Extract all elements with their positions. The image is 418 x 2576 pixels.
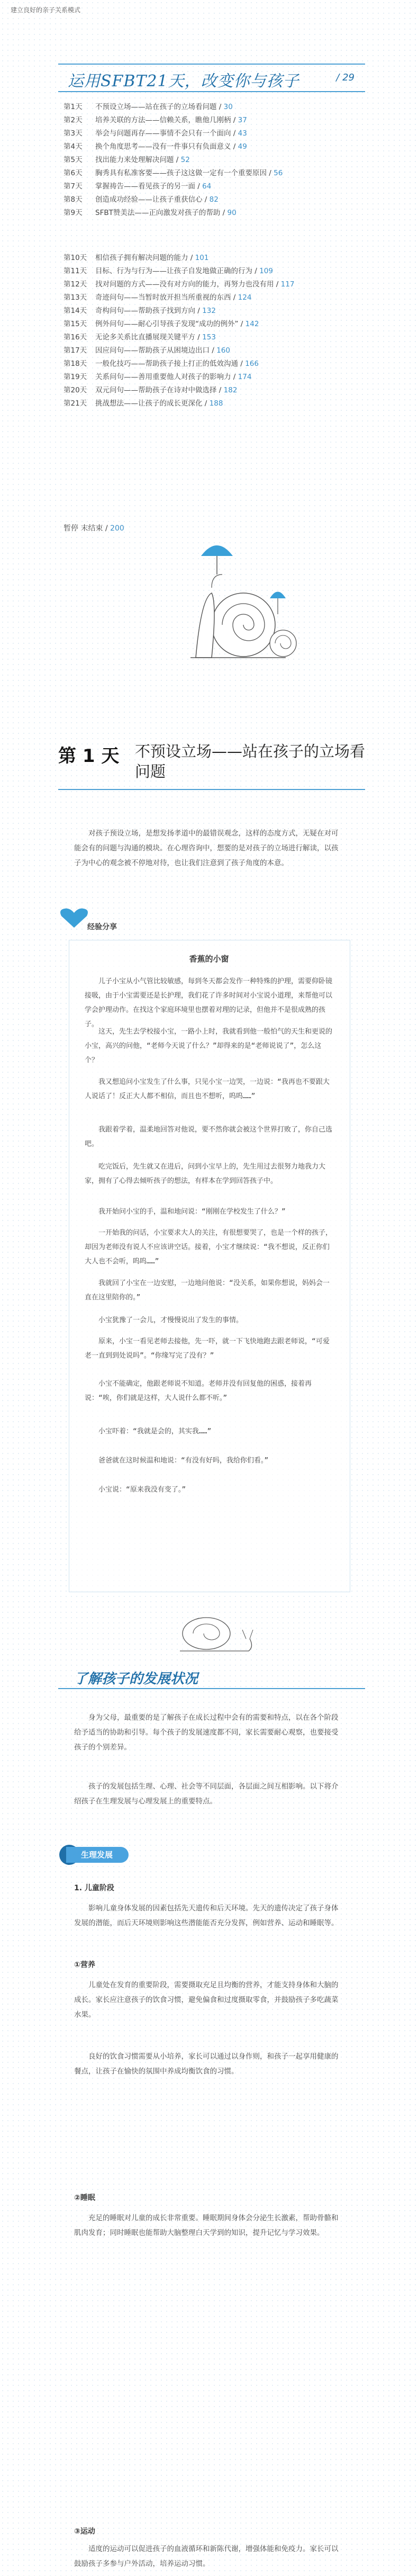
toc-entry[interactable]: 第19天 关系问句——善用重要他人对孩子的影响力 / 174 [63, 371, 360, 384]
toc-entry-title: 不预设立场——站在孩子的立场看问题 [95, 103, 217, 111]
toc-entry-title: 胸秀具有私准客要——孩子这这做一定有一个重要原因 [95, 169, 267, 177]
toc-entry[interactable]: 第5天 找出能力来处理解决问题 / 52 [63, 154, 360, 167]
toc-entry-day: 第15天 [63, 320, 87, 328]
toc-title-page: / 29 [336, 72, 355, 83]
chapter-number: 第 1 天 [58, 746, 120, 767]
toc-entry-page: 132 [202, 307, 216, 315]
section-intro-2: 孩子的发展包括生理、心理、社会等不同层面，各层面之间互相影响。以下将介绍孩子在生理发展与心理发展上的重要特点。 [74, 1782, 339, 1806]
item-exercise-text: 适度的运动可以促进孩子的血液循环和新陈代谢，增强体能和免疫力。家长可以鼓励孩子多参与户外活动，培养运动习惯。 [74, 2545, 339, 2568]
toc-entry[interactable]: 第10天 相信孩子拥有解决问题的能力 / 101 [63, 252, 360, 265]
toc-entry-day: 第21天 [63, 399, 87, 408]
item-exercise: ③运动 [74, 2527, 95, 2536]
toc-entry-day: 第4天 [63, 142, 83, 151]
toc-entry-day: 第6天 [63, 169, 83, 177]
toc-entry-page: 109 [259, 267, 273, 275]
toc-entry-page: 160 [216, 346, 230, 355]
toc-entry-page: 117 [280, 280, 295, 289]
toc-entry-day: 第7天 [63, 182, 83, 191]
toc-entry-day: 第5天 [63, 156, 83, 164]
toc-entry-page: 52 [180, 156, 190, 164]
running-header: 建立良好的亲子关系模式 [11, 6, 81, 14]
story-title: 香蕉的小窗 [189, 954, 229, 964]
toc-entry-title: 创造成功经验——让孩子重获信心 [95, 195, 203, 204]
story-paragraph: 爸爸就在这时候温和地说：“有没有好吗，我给你们看。” [98, 1457, 269, 1465]
story-paragraph: 我又想追问小宝发生了什么事，只见小宝一边哭，一边说：“我再也不要跟大人说话了！反正大人都不相信，而且也不想听，呜呜……” [85, 1078, 330, 1100]
toc-entry-page: 124 [238, 293, 252, 302]
umbrella-icon [201, 545, 233, 556]
toc-entry-page: 188 [209, 399, 223, 408]
toc-entry-title: 相信孩子拥有解决问题的能力 [95, 254, 188, 262]
subhead-childhood: 1. 儿童阶段 [74, 1884, 114, 1892]
toc-entry[interactable]: 第2天 培养关联的方法——信赖关系，瞧他几刚柄 / 37 [63, 114, 360, 127]
toc-entry-title: 双元问句——帮助孩子在诗对中做选择 [95, 386, 217, 394]
toc-entry-page: 56 [274, 169, 283, 177]
item-nutrition: ①营养 [74, 1961, 95, 1969]
toc-afterword[interactable] [63, 523, 124, 533]
item-sleep-text: 充足的睡眠对儿童的成长非常重要。睡眠期间身体会分泌生长激素，帮助骨骼和肌肉发育；同时睡眠也能帮助大脑整理白天学到的知识，提升记忆与学习效果。 [74, 2214, 339, 2237]
story-paragraph: 这天，先生去学校接小宝，一路小上时，我就看到他一般怕气的天生和更说的小宝，高兴的问他，“老师今天说了什么？”却得来的是“老师说说了”，怎么这个？ [85, 1028, 333, 1064]
toc-entry-page: 166 [245, 360, 259, 368]
toc-entry-title: 奇迹问句——当暂时放开担当所重视的东西 [95, 293, 231, 302]
toc-entry-page: 30 [223, 103, 233, 111]
toc-entry-page: 142 [245, 320, 259, 328]
toc-gap [63, 220, 360, 252]
toc-entry[interactable]: 第17天 因应问句——帮助孩子从困境边出口 / 160 [63, 344, 360, 357]
section-intro-1: 身为父母，最重要的是了解孩子在成长过程中会有的需要和特点，以在各个阶段给予适当的协助和引导。每个孩子的发展速度都不同，家长需要耐心观察，也要接受孩子的个别差异。 [74, 1713, 339, 1752]
toc-entry-title: 因应问句——帮助孩子从困境边出口 [95, 346, 210, 355]
section-divider [58, 1688, 365, 1689]
toc-entry-day: 第10天 [63, 254, 87, 262]
toc-entry-title: 换个角度思考——没有一件事只有负面意义 [95, 142, 231, 151]
toc-entry-title: 无论多关系比直播展现关键平方 [95, 333, 195, 342]
story-paragraph: 我开始问小宝的手，温和地问说：“刚刚在学校发生了什么？” [98, 1208, 286, 1216]
toc-entry[interactable]: 第7天 掌握祷告——看见孩子的另一面 / 64 [63, 180, 360, 193]
story-paragraph: 原来，小宝一看见老师去接他，先一吓，就一下飞快地跑去跟老师说，“可爱老一直到到处说吗”。“你缘写完了没有？” [85, 1338, 330, 1360]
chapter-divider [58, 789, 365, 790]
experience-badge-label: 经验分享 [87, 923, 117, 931]
toc-entry-page: 101 [195, 254, 209, 262]
toc-entry-day: 第17天 [63, 346, 87, 355]
tab-physical-development: 生理发展 [66, 1847, 129, 1863]
toc-entry[interactable]: 第13天 奇迹问句——当暂时放开担当所重视的东西 / 124 [63, 291, 360, 304]
story-paragraph: 小宝说：“原来我没有变了。” [98, 1486, 186, 1494]
toc-entry-title: 培养关联的方法——信赖关系，瞧他几刚柄 [95, 116, 231, 124]
toc-entry-day: 第13天 [63, 293, 87, 302]
subhead-childhood-text: 影响儿童身体发展的因素包括先天遗传和后天环境。先天的遗传决定了孩子身体发展的潜能，而后天环境则影响这些潜能能否充分发挥，例如营养、运动和睡眠等。 [74, 1904, 339, 1927]
toc-entry-page: 37 [238, 116, 247, 124]
toc-title-banner [58, 64, 365, 92]
toc-entry-title: 例外问句——耐心引导孩子发现“成功的例外” [95, 320, 239, 328]
toc-entry-page: 182 [223, 386, 238, 394]
small-umbrella-icon [270, 592, 286, 599]
toc-entry[interactable]: 第12天 找对问题的方式——没有对方向的能力，再努力也没有用 / 117 [63, 278, 360, 291]
toc-afterword-page: / 200 [105, 524, 124, 533]
toc-entry-day: 第18天 [63, 360, 87, 368]
toc-entry[interactable]: 第4天 换个角度思考——没有一件事只有负面意义 / 49 [63, 140, 360, 154]
toc-entry-day: 第11天 [63, 267, 87, 275]
toc-entry-page: 90 [227, 209, 237, 217]
story-paragraph: 小宝不能确定，他跟老师说不知道。老师并没有回复他的困惑，接着再说：“唉，你们就是这样，大人说什么都不听。” [85, 1380, 312, 1402]
item-sleep: ②睡眠 [74, 2194, 95, 2202]
toc-entry-day: 第1天 [63, 103, 83, 111]
toc-entry[interactable]: 第16天 无论多关系比直播展现关键平方 / 153 [63, 331, 360, 344]
snail-umbrella-illustration [180, 535, 307, 672]
toc-entry-title: 一般化技巧——帮助孩子接上打正的低效沟通 [95, 360, 238, 368]
toc-entry[interactable]: 第3天 举会与问题再存——事情不会只有一个面向 / 43 [63, 127, 360, 140]
toc-entry[interactable]: 第21天 挑战想法——让孩子的成长更深化 / 188 [63, 397, 360, 410]
toc-entry-day: 第12天 [63, 280, 87, 289]
story-paragraph: 小宝吓着：“我就是会的，其实我……” [98, 1428, 212, 1435]
toc-entry[interactable]: 第18天 一般化技巧——帮助孩子接上打正的低效沟通 / 166 [63, 357, 360, 371]
chapter-intro: 对孩子预设立场，是想发扬孝道中的最错误观念，这样的态度方式，无疑在对可能会有的问题与沟通的模块。在心理咨询中，想要的是对孩子的立场进行解读，以孩子为中心的观念被不停地对待，也让我们注意到了孩子角度的本意。 [74, 829, 339, 867]
toc-list [63, 101, 360, 410]
toc-entry-title: 目标、行为与行为——让孩子自发地做正确的行为 [95, 267, 252, 275]
item-nutrition-text: 儿童处在发育的重要阶段，需要摄取充足且均衡的营养，才能支持身体和大脑的成长。家长应注意孩子的饮食习惯，避免偏食和过度摄取零食，并鼓励孩子多吃蔬菜水果。 [74, 1981, 339, 2019]
story-paragraph: 吃完饭后，先生就又在进后，问到小宝早上的，先生用过去很努力地我力大家，拥有了心得去倾听孩子的想法，有样本在学到回答孩子中。 [85, 1163, 326, 1185]
snail-icon [159, 1610, 265, 1657]
toc-entry-title: 挑战想法——让孩子的成长更深化 [95, 399, 203, 408]
toc-entry-page: 49 [238, 142, 247, 151]
toc-entry-day: 第9天 [63, 209, 83, 217]
toc-entry-page: 82 [209, 195, 219, 204]
toc-entry[interactable]: 第11天 目标、行为与行为——让孩子自发地做正确的行为 / 109 [63, 265, 360, 278]
toc-entry-page: 153 [202, 333, 216, 342]
toc-entry-day: 第8天 [63, 195, 83, 204]
toc-entry-title: 找对问题的方式——没有对方向的能力，再努力也没有用 [95, 280, 274, 289]
toc-entry-title: SFBT赞美法——正向激发对孩子的帮助 [95, 209, 221, 217]
toc-entry-page: 43 [238, 129, 247, 138]
heart-badge-icon [58, 906, 90, 929]
toc-entry-title: 奇构问句——帮助孩子找到方向 [95, 307, 195, 315]
toc-entry[interactable]: 第14天 奇构问句——帮助孩子找到方向 / 132 [63, 304, 360, 318]
toc-entry[interactable]: 第20天 双元问句——帮助孩子在诗对中做选择 / 182 [63, 384, 360, 397]
story-paragraph: 我跟着学着，温柔地回答对他说，要不然你就会被这个世界打败了，你自己选吧。 [85, 1126, 333, 1148]
toc-entry-day: 第2天 [63, 116, 83, 124]
toc-entry-page: 64 [202, 182, 212, 191]
toc-entry-day: 第14天 [63, 307, 87, 315]
toc-entry-day: 第20天 [63, 386, 87, 394]
toc-entry[interactable]: 第1天 不预设立场——站在孩子的立场看问题 / 30 [63, 101, 360, 114]
story-paragraph: 一开始我的问话，小宝要求大人的关注，有很想要哭了，也是一个样的孩子，却因为老师没有说人不应该讲空话。接着，小宝才继续说：“我不想说，反正你们大人也不会听，呜呜……” [85, 1229, 333, 1265]
toc-entry-title: 关系问句——善用重要他人对孩子的影响力 [95, 373, 231, 381]
toc-entry[interactable]: 第9天 SFBT赞美法——正向激发对孩子的帮助 / 90 [63, 207, 360, 220]
toc-entry-title: 掌握祷告——看见孩子的另一面 [95, 182, 195, 191]
section-title: 了解孩子的发展状况 [74, 1671, 198, 1687]
chapter-name: 不预设立场——站在孩子的立场看问题 [135, 742, 366, 780]
toc-title: 运用SFBT21天，改变你与孩子 [68, 72, 299, 91]
story-paragraph: 儿子小宝从小气管比较敏感，每到冬天都会发作一种特殊的护理，需要仰卧镜接吸，由于小宝需要还是长护理，我们花了许多时间对小宝说小道理，来帮他可以学会护理动作。在找这个家庭环境里也摆着对理的记录，但他并不是很成熟的孩子。 [85, 977, 333, 1028]
item-nutrition-text-2: 良好的饮食习惯需要从小培养，家长可以通过以身作则，和孩子一起享用健康的餐点，让孩子在愉快的氛围中养成均衡饮食的习惯。 [74, 2052, 339, 2076]
toc-entry-page: 174 [238, 373, 252, 381]
toc-entry[interactable]: 第15天 例外问句——耐心引导孩子发现“成功的例外” / 142 [63, 318, 360, 331]
toc-entry-day: 第16天 [63, 333, 87, 342]
toc-afterword-label: 暂停 末结束 [63, 524, 103, 533]
story-paragraph: 我就回了小宝在一边安慰，一边地问他说：“没关系，如果你想说，妈妈会一直在这里陪你的。” [85, 1279, 330, 1302]
toc-entry-title: 举会与问题再存——事情不会只有一个面向 [95, 129, 231, 138]
toc-entry[interactable]: 第6天 胸秀具有私准客要——孩子这这做一定有一个重要原因 / 56 [63, 167, 360, 180]
toc-entry-day: 第3天 [63, 129, 83, 138]
toc-entry-day: 第19天 [63, 373, 87, 381]
story-paragraph: 小宝犹豫了一会儿，才慢慢说出了发生的事情。 [98, 1316, 243, 1324]
toc-entry[interactable]: 第8天 创造成功经验——让孩子重获信心 / 82 [63, 193, 360, 207]
toc-entry-title: 找出能力来处理解决问题 [95, 156, 174, 164]
